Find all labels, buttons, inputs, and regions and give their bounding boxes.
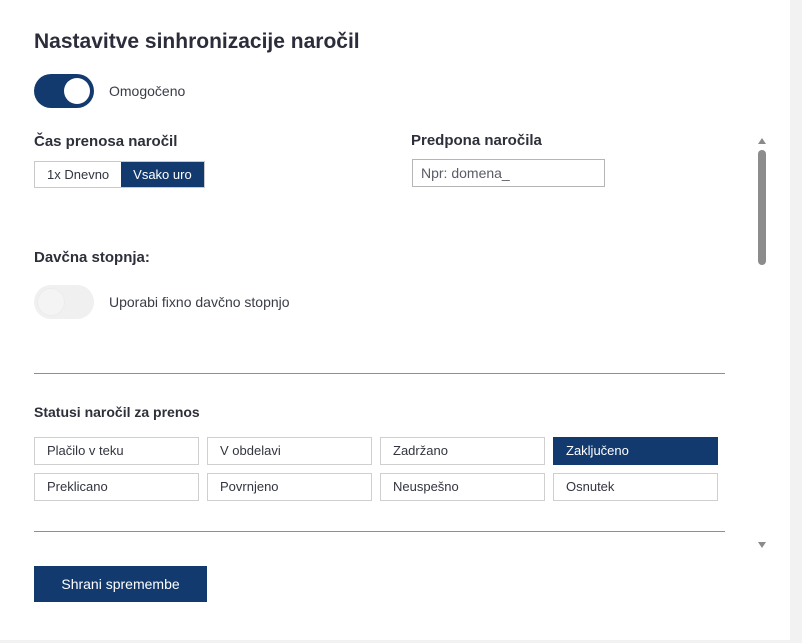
order-status-grid: [34, 437, 718, 501]
transfer-hourly-option[interactable]: Vsako uro: [121, 162, 204, 187]
tax-rate-label: Davčna stopnja:: [34, 249, 150, 266]
status-option-refunded[interactable]: Povrnjeno: [207, 473, 372, 501]
section-divider: [34, 531, 725, 532]
status-option-draft[interactable]: Osnutek: [553, 473, 718, 501]
order-prefix-input[interactable]: [412, 159, 605, 187]
transfer-time-segmented-control: [34, 161, 205, 188]
scroll-thumb[interactable]: [758, 150, 766, 265]
page-title: Nastavitve sinhronizacije naročil: [34, 30, 360, 53]
fixed-tax-rate-toggle[interactable]: [34, 285, 94, 319]
toggle-knob: [38, 289, 64, 315]
scroll-down-arrow-icon[interactable]: [758, 542, 766, 548]
toggle-knob: [64, 78, 90, 104]
transfer-daily-option[interactable]: 1x Dnevno: [35, 162, 121, 187]
status-option-failed[interactable]: Neuspešno: [380, 473, 545, 501]
vertical-scrollbar[interactable]: [755, 136, 769, 550]
status-option-completed[interactable]: Zaključeno: [553, 437, 718, 465]
order-statuses-label: Statusi naročil za prenos: [34, 404, 200, 420]
status-option-on-hold[interactable]: Zadržano: [380, 437, 545, 465]
sync-enabled-toggle[interactable]: [34, 74, 94, 108]
fixed-tax-rate-label: Uporabi fixno davčno stopnjo: [109, 294, 290, 310]
section-divider: [34, 373, 725, 374]
status-option-payment-pending[interactable]: Plačilo v teku: [34, 437, 199, 465]
transfer-time-label: Čas prenosa naročil: [34, 133, 178, 150]
order-prefix-label: Predpona naročila: [411, 132, 542, 149]
status-option-cancelled[interactable]: Preklicano: [34, 473, 199, 501]
scroll-up-arrow-icon[interactable]: [758, 138, 766, 144]
status-option-processing[interactable]: V obdelavi: [207, 437, 372, 465]
save-changes-button[interactable]: Shrani spremembe: [34, 566, 207, 602]
sync-enabled-label: Omogočeno: [109, 83, 186, 99]
